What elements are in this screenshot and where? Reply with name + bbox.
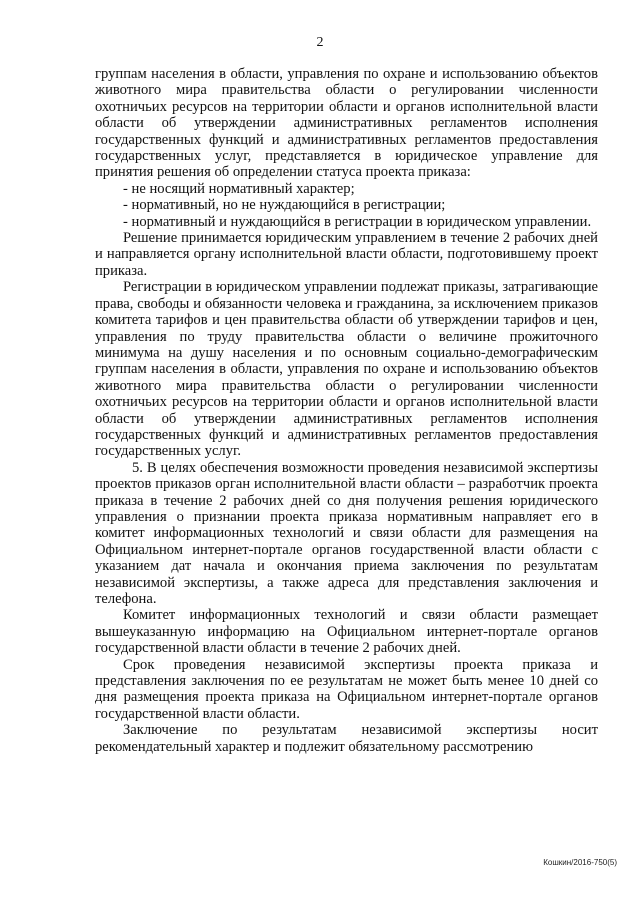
paragraph-expertise-term: Срок проведения независимой экспертизы проекта приказа и представления заключения по ее результатам не может быть менее 10 дней со дня размещения проекта приказа на Официальном интернет-портале органов государственной власти области.: [95, 656, 598, 722]
list-item-non-normative: - не носящий нормативный характер;: [123, 180, 355, 197]
paragraph-conclusion: Заключение по результатам независимой экспертизы носит рекомендательный характер и подлежит обязательному рассмотрению: [95, 722, 598, 755]
list-item-normative-registration: - нормативный и нуждающийся в регистрации в юридическом управлении.: [123, 213, 592, 230]
paragraph-continuation: группам населения в области, управления по охране и использованию объектов животного мира правительства области о регулировании численности охотничьих ресурсов на территории области и органов исполнительной власти области об утверждении административных регламентов исполнения государственных функций и административных регламентов предоставления государственных услуг, представляется в юридическое управление для принятия решения об определении статуса проекта приказа:: [95, 66, 598, 181]
list-item-normative-no-registration: - нормативный, но не нуждающийся в регистрации;: [123, 197, 446, 214]
paragraph-it-committee: Комитет информационных технологий и связи области размещает вышеуказанную информацию на Официальном интернет-портале органов государственной власти области в течение 2 рабочих дней.: [95, 607, 598, 657]
paragraph-decision-term: Решение принимается юридическим управлением в течение 2 рабочих дней и направляется органу исполнительной власти области, подготовившему проект приказа.: [95, 230, 598, 279]
document-body: [95, 66, 598, 755]
footer-document-code: Кошкин/2016-750(5): [543, 858, 617, 867]
page-number: 2: [316, 35, 324, 50]
paragraph-item-5: 5. В целях обеспечения возможности проведения независимой экспертизы проектов приказов орган исполнительной власти области – разработчик проекта приказа в течение 2 рабочих дней со дня получения решения юридического управления о признании проекта приказа нормативным направляет его в комитет информационных технологий и связи области для размещения на Официальном интернет-портале органов государственной власти области с указанием дат начала и окончания приема заключения по результатам независимой экспертизы, а также адреса для представления заключения и телефона.: [95, 459, 598, 607]
paragraph-registration: Регистрации в юридическом управлении подлежат приказы, затрагивающие права, свободы и обязанности человека и гражданина, за исключением приказов комитета тарифов и цен правительства области об утверждении тарифов и цен, управления по труду правительства области о величине прожиточного минимума на душу населения и по основным социально-демографическим группам населения в области, управления по охране и использованию объектов животного мира правительства области о регулировании численности охотничьих ресурсов на территории области и органов исполнительной власти области об утверждении административных регламентов исполнения государственных функций и административных регламентов предоставления государственных услуг.: [95, 279, 598, 460]
